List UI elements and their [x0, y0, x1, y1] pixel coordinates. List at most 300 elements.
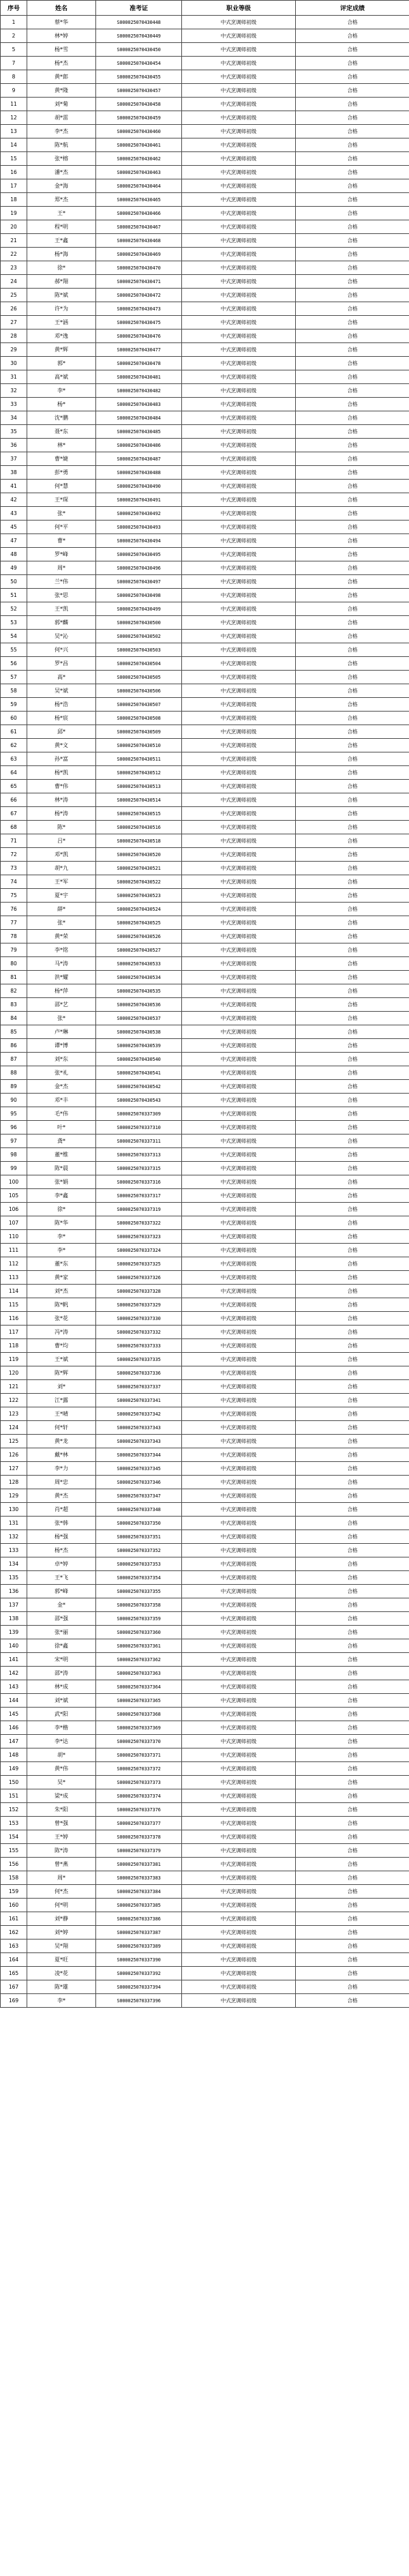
vocational-level-cell: 中式烹调师初级: [182, 589, 296, 602]
header-name: 姓名: [27, 1, 96, 16]
serial-number-cell: 42: [1, 493, 27, 507]
serial-number-cell: 66: [1, 793, 27, 807]
admission-ticket-cell: S000025070430492: [96, 507, 182, 521]
table-row: [1, 1380, 409, 1394]
vocational-level-cell: 中式烹调师初级: [182, 971, 296, 984]
table-row: [1, 1789, 409, 1803]
table-row: [1, 1135, 409, 1148]
vocational-level-cell: 中式烹调师初级: [182, 1476, 296, 1489]
vocational-level-cell: 中式烹调师初级: [182, 1871, 296, 1885]
serial-number-cell: 105: [1, 1189, 27, 1203]
vocational-level-cell: 中式烹调师初级: [182, 70, 296, 84]
table-row: [1, 1639, 409, 1653]
serial-number-cell: 34: [1, 411, 27, 425]
name-cell: 刘*: [27, 1380, 96, 1394]
serial-number-cell: 60: [1, 712, 27, 725]
serial-number-cell: 131: [1, 1517, 27, 1530]
name-cell: 马*涛: [27, 957, 96, 971]
admission-ticket-cell: S000025070430500: [96, 616, 182, 630]
name-cell: 刘*杰: [27, 1285, 96, 1298]
serial-number-cell: 96: [1, 1121, 27, 1135]
serial-number-cell: 67: [1, 807, 27, 821]
name-cell: 黄*龙: [27, 1435, 96, 1448]
name-cell: 孙*富: [27, 752, 96, 766]
admission-ticket-cell: S000025070430507: [96, 698, 182, 712]
serial-number-cell: 158: [1, 1871, 27, 1885]
assessment-result-cell: 合格: [296, 357, 409, 370]
serial-number-cell: 82: [1, 984, 27, 998]
name-cell: 张*: [27, 507, 96, 521]
vocational-level-cell: 中式烹调师初级: [182, 1462, 296, 1476]
admission-ticket-cell: S000025070430491: [96, 493, 182, 507]
admission-ticket-cell: S000025070430463: [96, 166, 182, 179]
serial-number-cell: 13: [1, 125, 27, 138]
table-row: [1, 1544, 409, 1557]
admission-ticket-cell: S000025070337322: [96, 1216, 182, 1230]
vocational-level-cell: 中式烹调师初级: [182, 98, 296, 111]
assessment-result-cell: 合格: [296, 1489, 409, 1503]
serial-number-cell: 76: [1, 903, 27, 916]
table-row: [1, 1858, 409, 1871]
assessment-result-cell: 合格: [296, 1721, 409, 1735]
serial-number-cell: 71: [1, 834, 27, 848]
admission-ticket-cell: S000025070430523: [96, 889, 182, 903]
table-row: [1, 248, 409, 261]
serial-number-cell: 132: [1, 1530, 27, 1544]
admission-ticket-cell: S000025070430458: [96, 98, 182, 111]
assessment-result-cell: 合格: [296, 998, 409, 1012]
admission-ticket-cell: S000025070430485: [96, 425, 182, 439]
vocational-level-cell: 中式烹调师初级: [182, 1940, 296, 1953]
assessment-result-cell: 合格: [296, 302, 409, 316]
table-row: [1, 1844, 409, 1858]
assessment-result-cell: 合格: [296, 1776, 409, 1789]
serial-number-cell: 118: [1, 1339, 27, 1353]
assessment-result-cell: 合格: [296, 916, 409, 930]
assessment-result-cell: 合格: [296, 84, 409, 98]
serial-number-cell: 142: [1, 1667, 27, 1680]
table-row: [1, 466, 409, 480]
assessment-result-cell: 合格: [296, 971, 409, 984]
name-cell: 王*鑫: [27, 234, 96, 248]
table-row: [1, 1694, 409, 1708]
table-row: [1, 1066, 409, 1080]
vocational-level-cell: 中式烹调师初级: [182, 1557, 296, 1571]
assessment-result-cell: 合格: [296, 930, 409, 943]
vocational-level-cell: 中式烹调师初级: [182, 480, 296, 493]
assessment-result-cell: 合格: [296, 1544, 409, 1557]
name-cell: 王*: [27, 207, 96, 220]
admission-ticket-cell: S000025070337341: [96, 1394, 182, 1407]
serial-number-cell: 113: [1, 1271, 27, 1285]
name-cell: 高*: [27, 671, 96, 684]
serial-number-cell: 14: [1, 138, 27, 152]
table-row: [1, 1680, 409, 1694]
vocational-level-cell: 中式烹调师初级: [182, 343, 296, 357]
vocational-level-cell: 中式烹调师初级: [182, 1230, 296, 1244]
table-row: [1, 998, 409, 1012]
assessment-result-cell: 合格: [296, 1366, 409, 1380]
assessment-result-cell: 合格: [296, 1244, 409, 1257]
admission-ticket-cell: S000025070430455: [96, 70, 182, 84]
assessment-result-cell: 合格: [296, 398, 409, 411]
assessment-result-cell: 合格: [296, 1626, 409, 1639]
assessment-result-cell: 合格: [296, 439, 409, 452]
serial-number-cell: 68: [1, 821, 27, 834]
vocational-level-cell: 中式烹调师初级: [182, 1598, 296, 1612]
vocational-level-cell: 中式烹调师初级: [182, 930, 296, 943]
name-cell: 彭*勇: [27, 466, 96, 480]
vocational-level-cell: 中式烹调师初级: [182, 1626, 296, 1639]
admission-ticket-cell: S000025070337309: [96, 1107, 182, 1121]
table-row: [1, 1039, 409, 1053]
assessment-result-cell: 合格: [296, 1298, 409, 1312]
table-row: [1, 1994, 409, 2008]
vocational-level-cell: 中式烹调师初级: [182, 1885, 296, 1899]
name-cell: 张*韩: [27, 1517, 96, 1530]
admission-ticket-cell: S000025070337394: [96, 1980, 182, 1994]
admission-ticket-cell: S000025070337330: [96, 1312, 182, 1326]
vocational-level-cell: 中式烹调师初级: [182, 289, 296, 302]
assessment-result-cell: 合格: [296, 1858, 409, 1871]
vocational-level-cell: 中式烹调师初级: [182, 16, 296, 29]
name-cell: 吴*翔: [27, 1940, 96, 1953]
vocational-level-cell: 中式烹调师初级: [182, 752, 296, 766]
vocational-level-cell: 中式烹调师初级: [182, 1639, 296, 1653]
assessment-result-cell: 合格: [296, 780, 409, 793]
vocational-level-cell: 中式烹调师初级: [182, 1653, 296, 1667]
vocational-level-cell: 中式烹调师初级: [182, 943, 296, 957]
vocational-level-cell: 中式烹调师初级: [182, 1448, 296, 1462]
admission-ticket-cell: S000025070337353: [96, 1557, 182, 1571]
vocational-level-cell: 中式烹调师初级: [182, 1544, 296, 1557]
table-row: [1, 780, 409, 793]
serial-number-cell: 25: [1, 289, 27, 302]
admission-ticket-cell: S000025070430524: [96, 903, 182, 916]
serial-number-cell: 138: [1, 1612, 27, 1626]
table-row: [1, 1175, 409, 1189]
table-row: [1, 725, 409, 739]
vocational-level-cell: 中式烹调师初级: [182, 1899, 296, 1912]
assessment-result-cell: 合格: [296, 698, 409, 712]
assessment-result-cell: 合格: [296, 1216, 409, 1230]
assessment-result-cell: 合格: [296, 1940, 409, 1953]
admission-ticket-cell: S000025070430536: [96, 998, 182, 1012]
admission-ticket-cell: S000025070430504: [96, 657, 182, 671]
header-row: [1, 1, 409, 16]
name-cell: 曹*均: [27, 1339, 96, 1353]
serial-number-cell: 18: [1, 193, 27, 207]
table-row: [1, 275, 409, 289]
vocational-level-cell: 中式烹调师初级: [182, 302, 296, 316]
admission-ticket-cell: S000025070337387: [96, 1926, 182, 1940]
vocational-level-cell: 中式烹调师初级: [182, 220, 296, 234]
assessment-result-cell: 合格: [296, 1585, 409, 1598]
admission-ticket-cell: S000025070430486: [96, 439, 182, 452]
vocational-level-cell: 中式烹调师初级: [182, 1994, 296, 2008]
assessment-result-cell: 合格: [296, 1135, 409, 1148]
name-cell: 徐*: [27, 1203, 96, 1216]
assessment-result-cell: 合格: [296, 821, 409, 834]
serial-number-cell: 64: [1, 766, 27, 780]
name-cell: 杨*杰: [27, 1544, 96, 1557]
assessment-result-cell: 合格: [296, 1394, 409, 1407]
admission-ticket-cell: S000025070337365: [96, 1694, 182, 1708]
admission-ticket-cell: S000025070430450: [96, 43, 182, 57]
assessment-result-cell: 合格: [296, 725, 409, 739]
vocational-level-cell: 中式烹调师初级: [182, 1503, 296, 1517]
name-cell: 李*: [27, 1244, 96, 1257]
vocational-level-cell: 中式烹调师初级: [182, 1612, 296, 1626]
admission-ticket-cell: S000025070337316: [96, 1175, 182, 1189]
assessment-result-cell: 合格: [296, 1080, 409, 1094]
table-row: [1, 1230, 409, 1244]
table-row: [1, 1721, 409, 1735]
serial-number-cell: 19: [1, 207, 27, 220]
table-row: [1, 1708, 409, 1721]
serial-number-cell: 144: [1, 1694, 27, 1708]
serial-number-cell: 24: [1, 275, 27, 289]
admission-ticket-cell: S000025070430533: [96, 957, 182, 971]
admission-ticket-cell: S000025070430477: [96, 343, 182, 357]
name-cell: 张*榕: [27, 152, 96, 166]
vocational-level-cell: 中式烹调师初级: [182, 1776, 296, 1789]
vocational-level-cell: 中式烹调师初级: [182, 1980, 296, 1994]
admission-ticket-cell: S000025070430473: [96, 302, 182, 316]
serial-number-cell: 59: [1, 698, 27, 712]
serial-number-cell: 27: [1, 316, 27, 330]
vocational-level-cell: 中式烹调师初级: [182, 1039, 296, 1053]
serial-number-cell: 165: [1, 1967, 27, 1980]
vocational-level-cell: 中式烹调师初级: [182, 1735, 296, 1748]
table-row: [1, 261, 409, 275]
vocational-level-cell: 中式烹调师初级: [182, 275, 296, 289]
table-row: [1, 493, 409, 507]
table-row: [1, 1148, 409, 1162]
assessment-result-cell: 合格: [296, 643, 409, 657]
assessment-result-cell: 合格: [296, 316, 409, 330]
name-cell: 王*凯: [27, 602, 96, 616]
assessment-result-cell: 合格: [296, 1175, 409, 1189]
admission-ticket-cell: S000025070430476: [96, 330, 182, 343]
name-cell: 凌*花: [27, 1967, 96, 1980]
assessment-result-cell: 合格: [296, 1789, 409, 1803]
serial-number-cell: 111: [1, 1244, 27, 1257]
name-cell: 兰*伟: [27, 575, 96, 589]
admission-ticket-cell: S000025070337347: [96, 1489, 182, 1503]
admission-ticket-cell: S000025070337355: [96, 1585, 182, 1598]
name-cell: 张*花: [27, 1312, 96, 1326]
table-row: [1, 1053, 409, 1066]
admission-ticket-cell: S000025070337319: [96, 1203, 182, 1216]
vocational-level-cell: 中式烹调师初级: [182, 84, 296, 98]
assessment-result-cell: 合格: [296, 384, 409, 398]
name-cell: 谭*博: [27, 1039, 96, 1053]
name-cell: 叶*: [27, 1121, 96, 1135]
table-body: [1, 16, 409, 2008]
serial-number-cell: 147: [1, 1735, 27, 1748]
table-row: [1, 439, 409, 452]
serial-number-cell: 87: [1, 1053, 27, 1066]
vocational-level-cell: 中式烹调师初级: [182, 1817, 296, 1830]
name-cell: 曹*伟: [27, 780, 96, 793]
admission-ticket-cell: S000025070337344: [96, 1448, 182, 1462]
assessment-result-cell: 合格: [296, 1462, 409, 1476]
name-cell: 周*: [27, 561, 96, 575]
name-cell: 郭*麟: [27, 616, 96, 630]
vocational-level-cell: 中式烹调师初级: [182, 425, 296, 439]
serial-number-cell: 154: [1, 1830, 27, 1844]
vocational-level-cell: 中式烹调师初级: [182, 698, 296, 712]
table-row: [1, 1435, 409, 1448]
assessment-result-cell: 合格: [296, 1230, 409, 1244]
table-row: [1, 138, 409, 152]
name-cell: 邓*逸: [27, 330, 96, 343]
table-row: [1, 29, 409, 43]
table-row: [1, 1735, 409, 1748]
admission-ticket-cell: S000025070430525: [96, 916, 182, 930]
table-row: [1, 1407, 409, 1421]
serial-number-cell: 137: [1, 1598, 27, 1612]
table-row: [1, 220, 409, 234]
assessment-result-cell: 合格: [296, 57, 409, 70]
serial-number-cell: 50: [1, 575, 27, 589]
table-row: [1, 1107, 409, 1121]
table-row: [1, 411, 409, 425]
serial-number-cell: 143: [1, 1680, 27, 1694]
serial-number-cell: 122: [1, 1394, 27, 1407]
table-row: [1, 834, 409, 848]
assessment-result-cell: 合格: [296, 1148, 409, 1162]
name-cell: 沈*鹏: [27, 411, 96, 425]
assessment-result-cell: 合格: [296, 248, 409, 261]
table-row: [1, 1612, 409, 1626]
name-cell: 陈*晨: [27, 1162, 96, 1175]
serial-number-cell: 17: [1, 179, 27, 193]
admission-ticket-cell: S000025070430481: [96, 370, 182, 384]
assessment-result-cell: 合格: [296, 616, 409, 630]
admission-ticket-cell: S000025070337374: [96, 1789, 182, 1803]
assessment-result-cell: 合格: [296, 1066, 409, 1080]
name-cell: 李*铭: [27, 943, 96, 957]
name-cell: 邵*艺: [27, 998, 96, 1012]
table-row: [1, 1476, 409, 1489]
header-admission-ticket: 准考证: [96, 1, 182, 16]
assessment-result-cell: 合格: [296, 1612, 409, 1626]
vocational-level-cell: 中式烹调师初级: [182, 1148, 296, 1162]
table-row: [1, 16, 409, 29]
vocational-level-cell: 中式烹调师初级: [182, 548, 296, 561]
table-row: [1, 534, 409, 548]
assessment-result-cell: 合格: [296, 575, 409, 589]
name-cell: 杨*涛: [27, 807, 96, 821]
assessment-result-cell: 合格: [296, 1694, 409, 1708]
table-row: [1, 152, 409, 166]
admission-ticket-cell: S000025070430510: [96, 739, 182, 752]
assessment-result-cell: 合格: [296, 589, 409, 602]
serial-number-cell: 5: [1, 43, 27, 57]
name-cell: 何*明: [27, 1899, 96, 1912]
vocational-level-cell: 中式烹调师初级: [182, 984, 296, 998]
assessment-result-cell: 合格: [296, 111, 409, 125]
serial-number-cell: 148: [1, 1748, 27, 1762]
admission-ticket-cell: S000025070337368: [96, 1708, 182, 1721]
table-row: [1, 1462, 409, 1476]
table-row: [1, 739, 409, 752]
name-cell: 何*杰: [27, 1885, 96, 1899]
name-cell: 黄*荣: [27, 930, 96, 943]
name-cell: 金*海: [27, 179, 96, 193]
table-row: [1, 480, 409, 493]
name-cell: 潘*杰: [27, 166, 96, 179]
table-row: [1, 1748, 409, 1762]
assessment-result-cell: 合格: [296, 684, 409, 698]
table-row: [1, 862, 409, 875]
admission-ticket-cell: S000025070430516: [96, 821, 182, 834]
name-cell: 陈*斌: [27, 289, 96, 302]
name-cell: 杨*浩: [27, 698, 96, 712]
name-cell: 陈*雄: [27, 1980, 96, 1994]
vocational-level-cell: 中式烹调师初级: [182, 1926, 296, 1940]
table-row: [1, 1871, 409, 1885]
admission-ticket-cell: S000025070337342: [96, 1407, 182, 1421]
table-row: [1, 1162, 409, 1175]
admission-ticket-cell: S000025070337333: [96, 1339, 182, 1353]
table-row: [1, 1421, 409, 1435]
admission-ticket-cell: S000025070337336: [96, 1366, 182, 1380]
table-row: [1, 1216, 409, 1230]
assessment-result-cell: 合格: [296, 1503, 409, 1517]
table-row: [1, 1517, 409, 1530]
assessment-result-cell: 合格: [296, 425, 409, 439]
table-row: [1, 1121, 409, 1135]
serial-number-cell: 145: [1, 1708, 27, 1721]
header-vocational-level: 职业等级: [182, 1, 296, 16]
serial-number-cell: 164: [1, 1953, 27, 1967]
table-row: [1, 125, 409, 138]
admission-ticket-cell: S000025070337389: [96, 1940, 182, 1953]
vocational-level-cell: 中式烹调师初级: [182, 507, 296, 521]
assessment-result-cell: 合格: [296, 957, 409, 971]
admission-ticket-cell: S000025070337324: [96, 1244, 182, 1257]
vocational-level-cell: 中式烹调师初级: [182, 1680, 296, 1694]
vocational-level-cell: 中式烹调师初级: [182, 630, 296, 643]
serial-number-cell: 120: [1, 1366, 27, 1380]
table-row: [1, 1394, 409, 1407]
vocational-level-cell: 中式烹调师初级: [182, 166, 296, 179]
admission-ticket-cell: S000025070430541: [96, 1066, 182, 1080]
vocational-level-cell: 中式烹调师初级: [182, 1844, 296, 1858]
table-row: [1, 630, 409, 643]
assessment-result-cell: 合格: [296, 16, 409, 29]
serial-number-cell: 98: [1, 1148, 27, 1162]
admission-ticket-cell: S000025070430449: [96, 29, 182, 43]
admission-ticket-cell: S000025070430493: [96, 521, 182, 534]
admission-ticket-cell: S000025070430496: [96, 561, 182, 575]
admission-ticket-cell: S000025070337372: [96, 1762, 182, 1776]
name-cell: 武*阳: [27, 1708, 96, 1721]
admission-ticket-cell: S000025070430483: [96, 398, 182, 411]
admission-ticket-cell: S000025070337351: [96, 1530, 182, 1544]
vocational-level-cell: 中式烹调师初级: [182, 439, 296, 452]
table-row: [1, 179, 409, 193]
name-cell: 徐*: [27, 261, 96, 275]
admission-ticket-cell: S000025070430543: [96, 1094, 182, 1107]
admission-ticket-cell: S000025070337313: [96, 1148, 182, 1162]
vocational-level-cell: 中式烹调师初级: [182, 1858, 296, 1871]
name-cell: 曹*: [27, 534, 96, 548]
serial-number-cell: 54: [1, 630, 27, 643]
